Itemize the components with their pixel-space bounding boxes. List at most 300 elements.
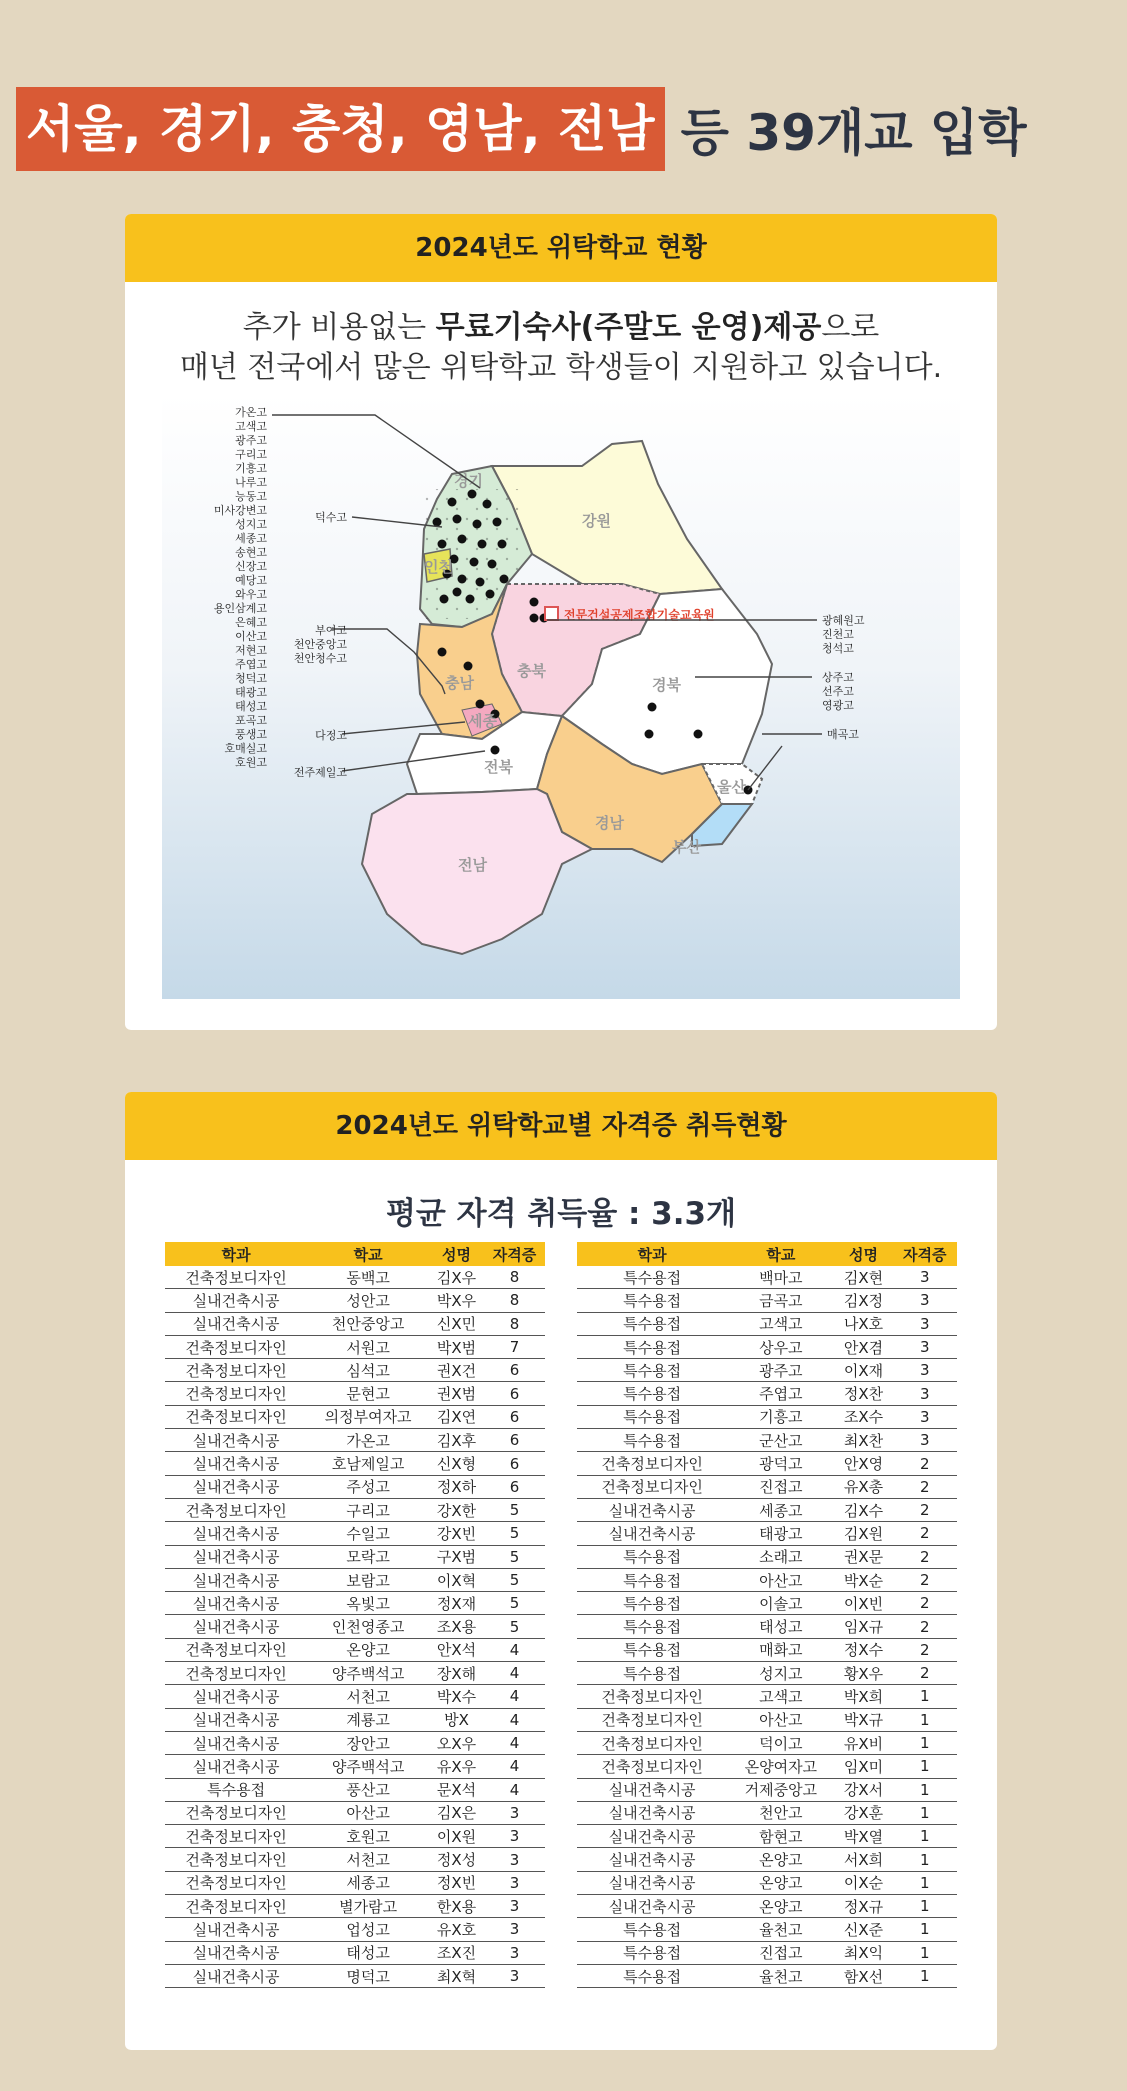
table-row <box>577 1405 957 1428</box>
table-row <box>165 1382 545 1405</box>
cell-certs: 3 <box>484 1871 545 1894</box>
table-row <box>165 1405 545 1428</box>
chungbuk-school-label: 광혜원고 <box>822 614 865 627</box>
cell-school: 수일고 <box>307 1522 429 1545</box>
cell-certs: 1 <box>893 1848 957 1871</box>
cell-school: 주성고 <box>307 1475 429 1498</box>
dajeong-label: 다정고 <box>315 729 347 742</box>
headline <box>16 86 1027 172</box>
cell-certs: 6 <box>484 1452 545 1475</box>
cell-name: 유X호 <box>429 1918 484 1941</box>
cell-dept: 실내건축시공 <box>577 1498 727 1521</box>
cell-dept: 실내건축시공 <box>165 1522 307 1545</box>
table-row <box>165 1452 545 1475</box>
table-row <box>577 1708 957 1731</box>
cell-name: 구X범 <box>429 1545 484 1568</box>
table-row <box>577 1638 957 1661</box>
cell-name: 정X하 <box>429 1475 484 1498</box>
cell-certs: 4 <box>484 1731 545 1754</box>
school-label: 이산고 <box>235 630 267 643</box>
table-row <box>165 1825 545 1848</box>
cell-school: 풍산고 <box>307 1778 429 1801</box>
cell-school: 상우고 <box>727 1335 834 1358</box>
school-label: 포곡고 <box>235 714 267 727</box>
cell-dept: 특수용접 <box>577 1289 727 1312</box>
cell-name: 장X해 <box>429 1662 484 1685</box>
cell-school: 구리고 <box>307 1498 429 1521</box>
cell-dept: 건축정보디자인 <box>165 1662 307 1685</box>
intro-line2: 매년 전국에서 많은 위탁학교 학생들이 지원하고 있습니다. <box>179 350 943 385</box>
cell-school: 매화고 <box>727 1638 834 1661</box>
jeonju-label: 전주제일고 <box>293 766 347 779</box>
cell-name: 오X우 <box>429 1731 484 1754</box>
table-row <box>165 1801 545 1824</box>
headline-rest: 등 39개교 입학 <box>680 104 1027 162</box>
cell-certs: 5 <box>484 1522 545 1545</box>
cell-school: 태성고 <box>307 1941 429 1964</box>
table-row <box>577 1312 957 1335</box>
cell-certs: 8 <box>484 1266 545 1289</box>
cell-dept: 건축정보디자인 <box>165 1382 307 1405</box>
cell-name: 김X원 <box>834 1522 892 1545</box>
cell-name: 최X혁 <box>429 1964 484 1987</box>
cell-dept: 특수용접 <box>577 1592 727 1615</box>
cell-school: 이솔고 <box>727 1592 834 1615</box>
cell-dept: 특수용접 <box>577 1918 727 1941</box>
cell-name: 정X성 <box>429 1848 484 1871</box>
cell-name: 권X건 <box>429 1359 484 1382</box>
training-center-marker <box>545 607 558 620</box>
cell-certs: 3 <box>893 1382 957 1405</box>
table-row <box>165 1498 545 1521</box>
cell-name: 박X순 <box>834 1568 892 1591</box>
school-label: 용인삼계고 <box>213 602 267 615</box>
cell-name: 박X수 <box>429 1685 484 1708</box>
cell-name: 신X형 <box>429 1452 484 1475</box>
cell-certs: 2 <box>893 1475 957 1498</box>
table-row <box>165 1289 545 1312</box>
table-row <box>165 1638 545 1661</box>
cell-school: 천안중앙고 <box>307 1312 429 1335</box>
cell-dept: 건축정보디자인 <box>577 1755 727 1778</box>
cell-certs: 8 <box>484 1289 545 1312</box>
cell-certs: 1 <box>893 1755 957 1778</box>
table-row <box>165 1615 545 1638</box>
cell-dept: 특수용접 <box>577 1405 727 1428</box>
cell-name: 김X연 <box>429 1405 484 1428</box>
school-label: 기흥고 <box>235 462 267 475</box>
cell-dept: 건축정보디자인 <box>577 1685 727 1708</box>
cell-dept: 특수용접 <box>577 1359 727 1382</box>
cell-certs: 1 <box>893 1801 957 1824</box>
table-row <box>577 1289 957 1312</box>
school-label: 은혜고 <box>235 616 267 629</box>
cell-dept: 실내건축시공 <box>165 1429 307 1452</box>
table-row <box>577 1895 957 1918</box>
cell-name: 권X문 <box>834 1545 892 1568</box>
cell-dept: 실내건축시공 <box>165 1755 307 1778</box>
cell-name: 정X수 <box>834 1638 892 1661</box>
cell-dept: 실내건축시공 <box>165 1545 307 1568</box>
cell-dept: 실내건축시공 <box>577 1522 727 1545</box>
cell-school: 문현고 <box>307 1382 429 1405</box>
chungnam-school-label: 천안중앙고 <box>293 638 347 651</box>
cell-dept: 특수용접 <box>165 1778 307 1801</box>
cell-dept: 건축정보디자인 <box>577 1475 727 1498</box>
cert-table-left-body <box>165 1266 545 1988</box>
cell-certs: 7 <box>484 1335 545 1358</box>
cell-certs: 3 <box>484 1848 545 1871</box>
table-row <box>577 1662 957 1685</box>
cell-name: 서X희 <box>834 1848 892 1871</box>
cell-school: 광덕고 <box>727 1452 834 1475</box>
cell-school: 옥빛고 <box>307 1592 429 1615</box>
region-label-jeonbuk: 전북 <box>484 758 513 776</box>
cell-school: 업성고 <box>307 1918 429 1941</box>
cell-name: 김X은 <box>429 1801 484 1824</box>
cell-name: 박X희 <box>834 1685 892 1708</box>
table-row <box>577 1964 957 1987</box>
cell-certs: 2 <box>893 1638 957 1661</box>
cell-school: 고색고 <box>727 1312 834 1335</box>
cell-dept: 건축정보디자인 <box>165 1266 307 1289</box>
cell-dept: 건축정보디자인 <box>165 1801 307 1824</box>
table-row <box>165 1685 545 1708</box>
table-row <box>165 1522 545 1545</box>
school-label: 풍생고 <box>235 728 267 741</box>
average-cert-rate: 평균 자격 취득율 : 3.3개 <box>385 1196 737 1232</box>
cell-certs: 1 <box>893 1685 957 1708</box>
cell-certs: 6 <box>484 1405 545 1428</box>
table-row <box>577 1335 957 1358</box>
cell-certs: 4 <box>484 1778 545 1801</box>
cell-dept: 실내건축시공 <box>165 1592 307 1615</box>
cell-name: 정X재 <box>429 1592 484 1615</box>
cell-name: 김X우 <box>429 1266 484 1289</box>
cell-certs: 3 <box>484 1801 545 1824</box>
table-row <box>577 1568 957 1591</box>
cell-dept: 실내건축시공 <box>165 1615 307 1638</box>
cell-school: 온양여자고 <box>727 1755 834 1778</box>
status-card-title: 2024년도 위탁학교 현황 <box>125 214 997 282</box>
table-row <box>577 1778 957 1801</box>
table-row <box>165 1312 545 1335</box>
cell-dept: 특수용접 <box>577 1638 727 1661</box>
cell-name: 조X진 <box>429 1941 484 1964</box>
cell-dept: 건축정보디자인 <box>577 1708 727 1731</box>
intro-text <box>125 308 997 388</box>
cell-school: 고색고 <box>727 1685 834 1708</box>
table-row <box>577 1475 957 1498</box>
gyeongbuk-school-label: 선주고 <box>822 685 854 698</box>
table-header-row <box>577 1242 957 1266</box>
cell-name: 방X <box>429 1708 484 1731</box>
cell-name: 이X재 <box>834 1359 892 1382</box>
cell-dept: 특수용접 <box>577 1312 727 1335</box>
cert-table-right <box>577 1242 957 1988</box>
cell-certs: 2 <box>893 1568 957 1591</box>
school-label: 송현고 <box>235 546 267 559</box>
region-label-jeonnam: 전남 <box>458 856 487 874</box>
table-row <box>165 1592 545 1615</box>
table-row <box>165 1335 545 1358</box>
cell-name: 박X열 <box>834 1825 892 1848</box>
table-row <box>577 1755 957 1778</box>
cell-name: 유X비 <box>834 1731 892 1754</box>
school-label: 신장고 <box>235 560 267 573</box>
school-label: 예당고 <box>235 574 267 587</box>
col-certs: 자격증 <box>893 1242 957 1266</box>
school-label: 성지고 <box>235 518 267 531</box>
cell-dept: 특수용접 <box>577 1941 727 1964</box>
cell-name: 나X호 <box>834 1312 892 1335</box>
training-center-label: 전문건설공제조합기술교육원 <box>564 608 715 622</box>
cell-dept: 건축정보디자인 <box>165 1405 307 1428</box>
cell-certs: 3 <box>484 1918 545 1941</box>
cell-school: 세종고 <box>727 1498 834 1521</box>
school-label: 광주고 <box>235 434 267 447</box>
cert-table-right-body <box>577 1266 957 1988</box>
maegok-label: 매곡고 <box>827 728 859 741</box>
cell-school: 진접고 <box>727 1941 834 1964</box>
cell-name: 강X빈 <box>429 1522 484 1545</box>
cell-dept: 실내건축시공 <box>165 1312 307 1335</box>
headline-highlight: 서울, 경기, 충청, 영남, 전남 <box>16 87 665 171</box>
table-row <box>577 1429 957 1452</box>
cell-school: 세종고 <box>307 1871 429 1894</box>
cell-school: 태광고 <box>727 1522 834 1545</box>
cell-certs: 6 <box>484 1429 545 1452</box>
cell-dept: 실내건축시공 <box>165 1731 307 1754</box>
cell-certs: 3 <box>893 1312 957 1335</box>
cell-dept: 특수용접 <box>577 1964 727 1987</box>
cell-dept: 실내건축시공 <box>577 1848 727 1871</box>
col-certs: 자격증 <box>484 1242 545 1266</box>
col-dept: 학과 <box>577 1242 727 1266</box>
table-row <box>577 1731 957 1754</box>
cell-name: 조X용 <box>429 1615 484 1638</box>
table-row <box>577 1941 957 1964</box>
cell-school: 백마고 <box>727 1266 834 1289</box>
cell-certs: 3 <box>484 1941 545 1964</box>
cell-certs: 4 <box>484 1662 545 1685</box>
cell-name: 정X빈 <box>429 1871 484 1894</box>
cell-name: 조X수 <box>834 1405 892 1428</box>
table-row <box>577 1685 957 1708</box>
cell-certs: 3 <box>484 1825 545 1848</box>
school-label: 가온고 <box>235 406 267 419</box>
col-name: 성명 <box>834 1242 892 1266</box>
cell-dept: 건축정보디자인 <box>165 1335 307 1358</box>
cell-name: 박X우 <box>429 1289 484 1312</box>
cell-dept: 건축정보디자인 <box>165 1638 307 1661</box>
table-row <box>577 1871 957 1894</box>
cell-school: 율천고 <box>727 1918 834 1941</box>
table-row <box>577 1359 957 1382</box>
region-label-ulsan: 울산 <box>717 778 746 796</box>
table-row <box>577 1452 957 1475</box>
chungnam-school-label: 천안청수고 <box>293 652 347 665</box>
cell-certs: 3 <box>893 1359 957 1382</box>
cell-certs: 1 <box>893 1941 957 1964</box>
cell-name: 이X빈 <box>834 1592 892 1615</box>
cell-name: 안X겸 <box>834 1335 892 1358</box>
cell-name: 임X규 <box>834 1615 892 1638</box>
cell-name: 황X우 <box>834 1662 892 1685</box>
cell-name: 권X범 <box>429 1382 484 1405</box>
table-row <box>165 1778 545 1801</box>
cell-name: 문X석 <box>429 1778 484 1801</box>
table-row <box>165 1918 545 1941</box>
cell-school: 금곡고 <box>727 1289 834 1312</box>
cell-name: 유X우 <box>429 1755 484 1778</box>
cell-dept: 특수용접 <box>577 1615 727 1638</box>
cell-dept: 실내건축시공 <box>577 1801 727 1824</box>
table-row <box>577 1801 957 1824</box>
cell-certs: 2 <box>893 1522 957 1545</box>
cell-dept: 실내건축시공 <box>165 1452 307 1475</box>
cell-certs: 5 <box>484 1568 545 1591</box>
region-label-chungnam: 충남 <box>445 674 474 692</box>
deoksu-label: 덕수고 <box>315 511 347 524</box>
cell-name: 안X영 <box>834 1452 892 1475</box>
region-label-gyeongbuk: 경북 <box>652 676 681 694</box>
cell-school: 아산고 <box>727 1708 834 1731</box>
cell-school: 성지고 <box>727 1662 834 1685</box>
cell-school: 기흥고 <box>727 1405 834 1428</box>
cell-dept: 실내건축시공 <box>577 1778 727 1801</box>
cell-certs: 4 <box>484 1755 545 1778</box>
cell-school: 함현고 <box>727 1825 834 1848</box>
cell-school: 온양고 <box>727 1871 834 1894</box>
cell-dept: 실내건축시공 <box>577 1825 727 1848</box>
cell-certs: 6 <box>484 1359 545 1382</box>
school-label: 능동고 <box>235 490 267 503</box>
table-row <box>577 1848 957 1871</box>
table-row <box>165 1662 545 1685</box>
cell-school: 율천고 <box>727 1964 834 1987</box>
cell-dept: 건축정보디자인 <box>165 1498 307 1521</box>
school-status-card <box>125 214 997 1030</box>
region-label-chungbuk: 충북 <box>517 662 546 680</box>
region-label-gangwon: 강원 <box>582 512 611 530</box>
cell-name: 박X규 <box>834 1708 892 1731</box>
cell-name: 최X찬 <box>834 1429 892 1452</box>
school-label: 구리고 <box>235 448 267 461</box>
cell-certs: 2 <box>893 1498 957 1521</box>
cell-school: 모락고 <box>307 1545 429 1568</box>
school-label: 나루고 <box>235 476 267 489</box>
cell-certs: 2 <box>893 1592 957 1615</box>
cell-school: 주엽고 <box>727 1382 834 1405</box>
cell-school: 서원고 <box>307 1335 429 1358</box>
cell-dept: 실내건축시공 <box>165 1568 307 1591</box>
chungbuk-school-label: 진천고 <box>822 628 854 641</box>
cell-school: 계룡고 <box>307 1708 429 1731</box>
cell-dept: 특수용접 <box>577 1568 727 1591</box>
cell-school: 호원고 <box>307 1825 429 1848</box>
cell-certs: 1 <box>893 1825 957 1848</box>
region-label-busan: 부산 <box>672 838 701 856</box>
cell-name: 최X익 <box>834 1941 892 1964</box>
table-row <box>165 1755 545 1778</box>
table-row <box>577 1266 957 1289</box>
table-row <box>165 1871 545 1894</box>
cell-certs: 5 <box>484 1615 545 1638</box>
cell-certs: 6 <box>484 1475 545 1498</box>
certification-card <box>125 1092 997 2050</box>
cell-dept: 특수용접 <box>577 1662 727 1685</box>
cert-table-left <box>165 1242 545 1988</box>
cell-name: 이X순 <box>834 1871 892 1894</box>
cell-name: 유X총 <box>834 1475 892 1498</box>
cell-school: 태성고 <box>727 1615 834 1638</box>
cell-dept: 실내건축시공 <box>577 1895 727 1918</box>
cell-certs: 1 <box>893 1708 957 1731</box>
cell-school: 심석고 <box>307 1359 429 1382</box>
cell-dept: 건축정보디자인 <box>577 1731 727 1754</box>
school-label: 태성고 <box>235 700 267 713</box>
cell-dept: 실내건축시공 <box>165 1685 307 1708</box>
cell-certs: 2 <box>893 1545 957 1568</box>
cell-school: 의정부여자고 <box>307 1405 429 1428</box>
school-label: 와우고 <box>235 588 267 601</box>
cell-certs: 3 <box>893 1289 957 1312</box>
table-row <box>577 1615 957 1638</box>
col-school: 학교 <box>307 1242 429 1266</box>
cell-school: 명덕고 <box>307 1964 429 1987</box>
cell-school: 진접고 <box>727 1475 834 1498</box>
cell-dept: 특수용접 <box>577 1266 727 1289</box>
cert-card-title: 2024년도 위탁학교별 자격증 취득현황 <box>125 1092 997 1160</box>
col-name: 성명 <box>429 1242 484 1266</box>
cell-certs: 3 <box>893 1405 957 1428</box>
table-row <box>165 1266 545 1289</box>
cell-certs: 2 <box>893 1662 957 1685</box>
cell-school: 천안고 <box>727 1801 834 1824</box>
school-label: 세종고 <box>235 532 267 545</box>
cell-certs: 4 <box>484 1685 545 1708</box>
cell-dept: 건축정보디자인 <box>165 1359 307 1382</box>
cell-school: 성안고 <box>307 1289 429 1312</box>
cell-school: 양주백석고 <box>307 1755 429 1778</box>
table-row <box>165 1429 545 1452</box>
cell-dept: 건축정보디자인 <box>165 1895 307 1918</box>
table-row <box>165 1848 545 1871</box>
cell-school: 군산고 <box>727 1429 834 1452</box>
cell-school: 장안고 <box>307 1731 429 1754</box>
cell-name: 임X미 <box>834 1755 892 1778</box>
cell-name: 이X원 <box>429 1825 484 1848</box>
cell-certs: 1 <box>893 1731 957 1754</box>
cell-certs: 3 <box>484 1964 545 1987</box>
cell-dept: 건축정보디자인 <box>165 1871 307 1894</box>
table-row <box>165 1475 545 1498</box>
korea-school-map <box>162 394 960 999</box>
cell-name: 김X후 <box>429 1429 484 1452</box>
school-label: 저현고 <box>235 644 267 657</box>
table-row <box>577 1498 957 1521</box>
cell-dept: 실내건축시공 <box>165 1941 307 1964</box>
cell-school: 소래고 <box>727 1545 834 1568</box>
cell-school: 거제중앙고 <box>727 1778 834 1801</box>
cell-name: 정X찬 <box>834 1382 892 1405</box>
region-label-incheon: 인천 <box>424 558 453 576</box>
cell-dept: 실내건축시공 <box>165 1918 307 1941</box>
cell-certs: 3 <box>484 1895 545 1918</box>
cell-name: 한X용 <box>429 1895 484 1918</box>
cell-school: 동백고 <box>307 1266 429 1289</box>
